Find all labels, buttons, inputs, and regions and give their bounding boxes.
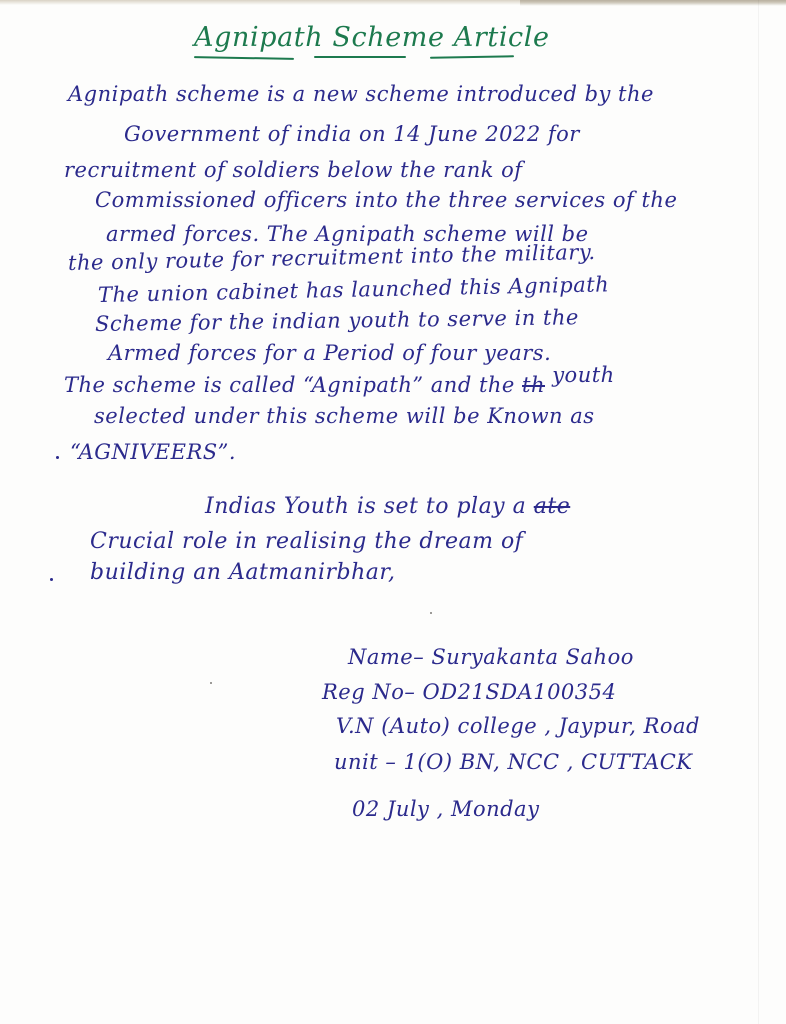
- paragraph1-line-6: the only route for recruitment into the military.: [67, 239, 596, 275]
- title-underline-2: [314, 56, 406, 58]
- paragraph1-line-10: [64, 363, 615, 397]
- paragraph2-line-1-text: Indias Youth is set to play a: [205, 494, 527, 519]
- paragraph1-line-8: Scheme for the indian youth to serve in the: [94, 305, 580, 336]
- paragraph1-line-5: armed forces. The Agnipath scheme will be: [106, 222, 589, 246]
- paragraph1-line-1: Agnipath scheme is a new scheme introduced by the: [68, 82, 654, 106]
- title-underline-3: [430, 55, 514, 58]
- signature-name: Name– Suryakanta Sahoo: [348, 645, 634, 669]
- paper-speck: [210, 682, 212, 684]
- page-top-shadow: [520, 0, 786, 6]
- paragraph1-line-3: recruitment of soldiers below the rank of: [64, 158, 523, 182]
- paragraph1-line-10-text: The scheme is called “Agnipath” and the: [64, 373, 515, 397]
- paragraph2-line-3: building an Aatmanirbhar,: [90, 560, 396, 585]
- signature-date: 02 July , Monday: [352, 797, 540, 821]
- struck-word-ate: ate: [533, 494, 571, 519]
- page-fold-line: [758, 0, 759, 1024]
- paragraph2-line-2: Crucial role in realising the dream of: [90, 529, 524, 554]
- paragraph1-line-7: The union cabinet has launched this Agnipath: [97, 272, 610, 307]
- signature-college: V.N (Auto) college , Jaypur, Road: [336, 714, 700, 738]
- margin-ink-dot: [50, 578, 53, 581]
- page-title: Agnipath Scheme Article: [194, 22, 550, 53]
- signature-reg-no: Reg No– OD21SDA100354: [322, 680, 617, 704]
- paragraph2-line-1: [205, 494, 570, 519]
- margin-ink-dot: [56, 456, 59, 459]
- inserted-word-youth: youth: [552, 363, 615, 387]
- paragraph1-line-2: Government of india on 14 June 2022 for: [124, 122, 580, 146]
- signature-unit: unit – 1(O) BN, NCC , CUTTACK: [334, 750, 693, 774]
- paragraph1-line-12: “AGNIVEERS”.: [70, 440, 237, 464]
- paper-speck: [430, 612, 432, 614]
- paragraph1-line-9: Armed forces for a Period of four years.: [108, 341, 552, 365]
- struck-word-th: th: [522, 373, 545, 397]
- paragraph1-line-4: Commissioned officers into the three services of the: [95, 188, 678, 212]
- paragraph1-line-11: selected under this scheme will be Known as: [94, 404, 595, 428]
- title-underline-1: [194, 56, 294, 60]
